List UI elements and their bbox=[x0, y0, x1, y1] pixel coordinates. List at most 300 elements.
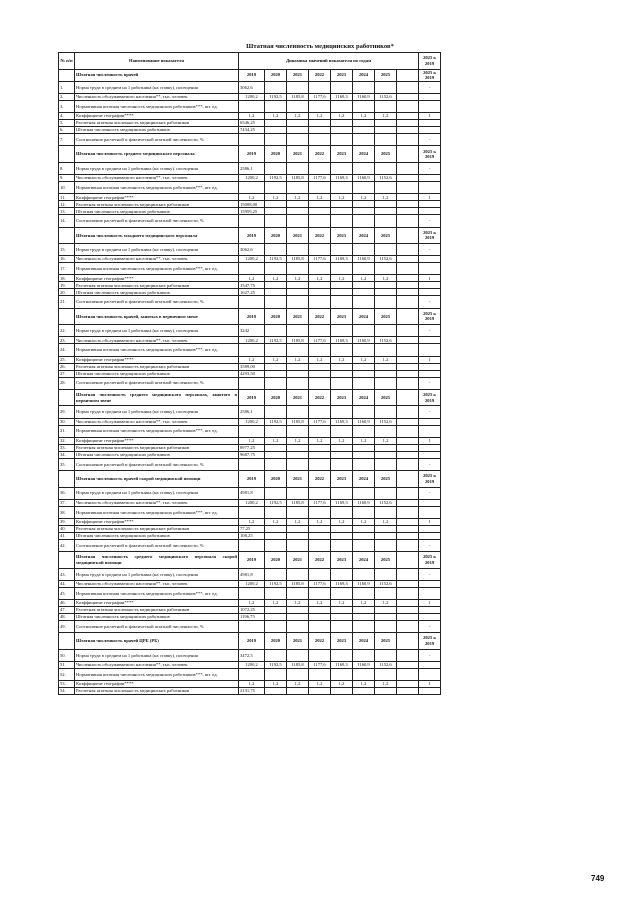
last-cell bbox=[419, 418, 441, 425]
empty-cell bbox=[309, 81, 331, 93]
empty-cell bbox=[309, 244, 331, 256]
year-cell: 2023 bbox=[331, 227, 353, 244]
table-row bbox=[59, 289, 441, 296]
value-cell: 1,2 bbox=[287, 113, 309, 120]
value-cell: 1,2 bbox=[287, 275, 309, 282]
value-cell: 1547,75 bbox=[239, 282, 265, 289]
indicator-name: Норма труда в среднем на 1 работника (на ставку), посещения bbox=[75, 81, 239, 93]
empty-cell bbox=[375, 134, 397, 146]
last-cell bbox=[419, 263, 441, 275]
value-cell: 1,2 bbox=[287, 518, 309, 525]
empty-cell bbox=[353, 344, 375, 356]
row-num-cell: 17. bbox=[59, 263, 75, 275]
value-cell: 1185,8 bbox=[287, 662, 309, 669]
row-num-cell: 30. bbox=[59, 418, 75, 425]
last-cell bbox=[419, 662, 441, 669]
empty-cell bbox=[265, 182, 287, 194]
value-cell: 1,2 bbox=[375, 600, 397, 607]
value-cell: 1192,5 bbox=[265, 175, 287, 182]
year-cell: 2021 bbox=[287, 308, 309, 325]
value-cell: 1192,5 bbox=[265, 662, 287, 669]
empty-cell bbox=[309, 134, 331, 146]
last-cell: 2025 к 2019 bbox=[419, 552, 441, 569]
value-cell: 9687,75 bbox=[239, 451, 265, 458]
year-cell: 2024 bbox=[353, 470, 375, 487]
last-cell: 2025 к 2019 bbox=[419, 227, 441, 244]
empty-cell bbox=[309, 587, 331, 599]
table-row bbox=[59, 669, 441, 681]
empty-cell bbox=[309, 506, 331, 518]
empty-cell bbox=[331, 282, 353, 289]
table-row bbox=[59, 568, 441, 580]
empty-cell bbox=[375, 208, 397, 215]
empty-cell bbox=[309, 669, 331, 681]
table-row bbox=[59, 256, 441, 263]
value-cell: 1200,2 bbox=[239, 580, 265, 587]
section-title: Штатная численность младшего медицинского персонала bbox=[75, 227, 239, 244]
value-cell: 1,2 bbox=[265, 600, 287, 607]
indicator-name: Коэффициент географии**** bbox=[75, 113, 239, 120]
year-cell: 2021 bbox=[287, 552, 309, 569]
indicator-name: Расчетная штатная численность медицинских работников bbox=[75, 525, 239, 532]
year-cell: 2023 bbox=[331, 69, 353, 81]
empty-cell bbox=[287, 568, 309, 580]
indicator-name: Нормативная штатная численность медицинских работников***, шт. ед. bbox=[75, 182, 239, 194]
row-num-cell: 4. bbox=[59, 113, 75, 120]
value-cell: 2586,1 bbox=[239, 406, 265, 418]
last-cell bbox=[419, 587, 441, 599]
value-cell: 1200,2 bbox=[239, 418, 265, 425]
empty-cell bbox=[397, 93, 419, 100]
last-cell bbox=[419, 289, 441, 296]
empty-cell bbox=[309, 688, 331, 695]
empty-cell bbox=[375, 363, 397, 370]
table-row bbox=[59, 263, 441, 275]
last-cell: - bbox=[419, 296, 441, 308]
empty-cell bbox=[375, 296, 397, 308]
year-cell: 2025 bbox=[375, 470, 397, 487]
empty-cell bbox=[353, 458, 375, 470]
empty-cell bbox=[397, 451, 419, 458]
empty-cell bbox=[287, 458, 309, 470]
row-num-cell: 40. bbox=[59, 525, 75, 532]
indicator-name: Расчетная штатная численность медицинских работников bbox=[75, 688, 239, 695]
value-cell: 1,2 bbox=[353, 518, 375, 525]
empty-cell bbox=[309, 344, 331, 356]
row-num-cell: 49. bbox=[59, 621, 75, 633]
empty-cell bbox=[331, 208, 353, 215]
last-cell bbox=[419, 607, 441, 614]
value-cell: 7434,25 bbox=[239, 127, 265, 134]
row-num-cell: 29. bbox=[59, 406, 75, 418]
value-cell: 1200,2 bbox=[239, 175, 265, 182]
empty-cell bbox=[265, 425, 287, 437]
table-row bbox=[59, 363, 441, 370]
value-cell: 1,2 bbox=[239, 356, 265, 363]
value-cell bbox=[239, 669, 265, 681]
empty-cell bbox=[353, 363, 375, 370]
year-cell: 2020 bbox=[265, 308, 287, 325]
last-cell: 1 bbox=[419, 113, 441, 120]
last-cell bbox=[419, 344, 441, 356]
row-num-cell: 31. bbox=[59, 425, 75, 437]
last-cell: 2025 к 2019 bbox=[419, 633, 441, 650]
empty-cell bbox=[287, 182, 309, 194]
value-cell: 1,2 bbox=[353, 437, 375, 444]
empty-cell bbox=[397, 227, 419, 244]
last-cell bbox=[419, 532, 441, 539]
empty-cell bbox=[397, 614, 419, 621]
section-title: Штатная численность врачей, занятых в первичном звене bbox=[75, 308, 239, 325]
empty-cell bbox=[397, 580, 419, 587]
empty-cell bbox=[331, 162, 353, 174]
table-row bbox=[59, 437, 441, 444]
empty-cell bbox=[375, 669, 397, 681]
indicator-name: Норма труда в среднем на 1 работника (на ставку), посещения bbox=[75, 568, 239, 580]
empty-cell bbox=[287, 81, 309, 93]
empty-cell bbox=[375, 100, 397, 112]
empty-cell bbox=[287, 325, 309, 337]
empty-cell bbox=[309, 363, 331, 370]
empty-cell bbox=[331, 649, 353, 661]
indicator-name: Соотношение расчетной и фактической штатной численности, % bbox=[75, 134, 239, 146]
table-row bbox=[59, 120, 441, 127]
table-row bbox=[59, 162, 441, 174]
value-cell: 1152,6 bbox=[375, 256, 397, 263]
year-cell: 2023 bbox=[331, 470, 353, 487]
value-cell: 1,2 bbox=[331, 437, 353, 444]
empty-cell bbox=[265, 263, 287, 275]
last-cell: - bbox=[419, 81, 441, 93]
row-num-cell: 14. bbox=[59, 215, 75, 227]
empty-cell bbox=[265, 377, 287, 389]
indicator-name: Соотношение расчетной и фактической штатной численности, % bbox=[75, 458, 239, 470]
value-cell: 6546,25 bbox=[239, 120, 265, 127]
empty-cell bbox=[309, 487, 331, 499]
empty-cell bbox=[353, 370, 375, 377]
year-cell: 2020 bbox=[265, 470, 287, 487]
last-cell: - bbox=[419, 649, 441, 661]
empty-cell bbox=[397, 444, 419, 451]
last-cell bbox=[419, 451, 441, 458]
table-row bbox=[59, 337, 441, 344]
value-cell: 1192,5 bbox=[265, 337, 287, 344]
value-cell bbox=[239, 100, 265, 112]
empty-cell bbox=[265, 568, 287, 580]
year-cell: 2019 bbox=[239, 552, 265, 569]
value-cell bbox=[239, 621, 265, 633]
empty-cell bbox=[397, 208, 419, 215]
indicator-name: Штатная численность медицинских работников bbox=[75, 532, 239, 539]
empty-cell bbox=[375, 81, 397, 93]
last-cell bbox=[419, 580, 441, 587]
empty-cell bbox=[309, 120, 331, 127]
row-num-cell bbox=[59, 146, 75, 163]
year-cell: 2025 bbox=[375, 69, 397, 81]
empty-cell bbox=[375, 649, 397, 661]
indicator-name: Штатная численность медицинских работников bbox=[75, 370, 239, 377]
empty-cell bbox=[375, 425, 397, 437]
year-cell: 2019 bbox=[239, 389, 265, 406]
empty-cell bbox=[265, 587, 287, 599]
empty-cell bbox=[287, 607, 309, 614]
empty-cell bbox=[353, 289, 375, 296]
empty-cell bbox=[375, 406, 397, 418]
value-cell: 1,2 bbox=[375, 275, 397, 282]
value-cell: 1169,3 bbox=[331, 337, 353, 344]
empty-cell bbox=[397, 607, 419, 614]
empty-cell bbox=[375, 458, 397, 470]
empty-cell bbox=[309, 444, 331, 451]
empty-cell bbox=[265, 296, 287, 308]
value-cell: 1,2 bbox=[239, 600, 265, 607]
indicator-name: Нормативная штатная численность медицинских работников***, шт. ед. bbox=[75, 425, 239, 437]
empty-cell bbox=[265, 127, 287, 134]
value-cell: 1,2 bbox=[239, 113, 265, 120]
table-row bbox=[59, 175, 441, 182]
empty-cell bbox=[287, 244, 309, 256]
empty-cell bbox=[287, 539, 309, 551]
indicator-name: Штатная численность медицинских работников bbox=[75, 127, 239, 134]
value-cell: 1177,6 bbox=[309, 175, 331, 182]
value-cell: 2586,1 bbox=[239, 162, 265, 174]
value-cell: 1,2 bbox=[331, 275, 353, 282]
empty-cell bbox=[309, 215, 331, 227]
table-row bbox=[59, 275, 441, 282]
empty-cell bbox=[265, 444, 287, 451]
value-cell: 1177,6 bbox=[309, 93, 331, 100]
empty-cell bbox=[397, 418, 419, 425]
row-num-cell: 42. bbox=[59, 539, 75, 551]
indicator-name: Расчетная штатная численность медицинских работников bbox=[75, 363, 239, 370]
last-cell bbox=[419, 506, 441, 518]
empty-cell bbox=[309, 162, 331, 174]
table-row bbox=[59, 499, 441, 506]
empty-cell bbox=[265, 282, 287, 289]
empty-cell bbox=[353, 539, 375, 551]
indicator-name: Нормативная штатная численность медицинских работников***, шт. ед. bbox=[75, 506, 239, 518]
row-num-cell: 5. bbox=[59, 120, 75, 127]
value-cell bbox=[239, 539, 265, 551]
empty-cell bbox=[265, 134, 287, 146]
year-cell: 2019 bbox=[239, 470, 265, 487]
year-cell: 2023 bbox=[331, 552, 353, 569]
table-row bbox=[59, 194, 441, 201]
empty-cell bbox=[397, 437, 419, 444]
year-cell: 2025 bbox=[375, 227, 397, 244]
year-cell: 2025 bbox=[375, 146, 397, 163]
section-title: Штатная численность среднего медицинского персонала скорой медицинской помощи bbox=[75, 552, 239, 569]
value-cell: 3472,5 bbox=[239, 649, 265, 661]
empty-cell bbox=[331, 425, 353, 437]
value-cell: 1,2 bbox=[287, 194, 309, 201]
last-cell: 2025 к 2019 bbox=[419, 308, 441, 325]
value-cell: 3589,00 bbox=[239, 363, 265, 370]
empty-cell bbox=[287, 162, 309, 174]
value-cell: 1,2 bbox=[265, 194, 287, 201]
year-cell: 2024 bbox=[353, 69, 375, 81]
empty-cell bbox=[331, 215, 353, 227]
indicator-name: Штатная численность медицинских работников bbox=[75, 451, 239, 458]
empty-cell bbox=[353, 263, 375, 275]
empty-cell bbox=[353, 201, 375, 208]
value-cell: 1200,2 bbox=[239, 499, 265, 506]
empty-cell bbox=[309, 100, 331, 112]
indicator-name: Штатная численность медицинских работников bbox=[75, 614, 239, 621]
empty-cell bbox=[397, 127, 419, 134]
value-cell: 1160,9 bbox=[353, 662, 375, 669]
empty-cell bbox=[397, 296, 419, 308]
value-cell bbox=[239, 344, 265, 356]
empty-cell bbox=[397, 633, 419, 650]
section-title: Штатная численность врачей bbox=[75, 69, 239, 81]
value-cell: 4981,8 bbox=[239, 487, 265, 499]
last-cell bbox=[419, 175, 441, 182]
indicator-name: Норма труда в среднем на 1 работника (на ставку), посещения bbox=[75, 487, 239, 499]
empty-cell bbox=[287, 289, 309, 296]
table-row bbox=[59, 451, 441, 458]
value-cell: 1,2 bbox=[309, 600, 331, 607]
value-cell: 8977,25 bbox=[239, 444, 265, 451]
row-num-cell: 41. bbox=[59, 532, 75, 539]
last-cell bbox=[419, 282, 441, 289]
empty-cell bbox=[287, 100, 309, 112]
header-num: № п/п bbox=[59, 53, 75, 70]
value-cell: 1,2 bbox=[287, 681, 309, 688]
value-cell: 1160,9 bbox=[353, 256, 375, 263]
empty-cell bbox=[397, 377, 419, 389]
empty-cell bbox=[309, 182, 331, 194]
empty-cell bbox=[309, 458, 331, 470]
empty-cell bbox=[397, 363, 419, 370]
indicator-name: Расчетная штатная численность медицинских работников bbox=[75, 607, 239, 614]
empty-cell bbox=[287, 506, 309, 518]
empty-cell bbox=[331, 289, 353, 296]
year-cell: 2021 bbox=[287, 146, 309, 163]
empty-cell bbox=[397, 649, 419, 661]
value-cell: 1,2 bbox=[353, 194, 375, 201]
table-row bbox=[59, 418, 441, 425]
empty-cell bbox=[265, 506, 287, 518]
value-cell: 15959,25 bbox=[239, 208, 265, 215]
header-dynamics: Динамика значений показателя по годам bbox=[239, 53, 419, 70]
last-cell bbox=[419, 93, 441, 100]
empty-cell bbox=[397, 194, 419, 201]
row-num-cell: 10. bbox=[59, 182, 75, 194]
last-cell bbox=[419, 614, 441, 621]
empty-cell bbox=[375, 614, 397, 621]
table-row bbox=[59, 525, 441, 532]
empty-cell bbox=[375, 344, 397, 356]
last-cell bbox=[419, 120, 441, 127]
empty-cell bbox=[375, 370, 397, 377]
year-cell: 2022 bbox=[309, 470, 331, 487]
row-num-cell: 32. bbox=[59, 437, 75, 444]
value-cell: 3242 bbox=[239, 325, 265, 337]
empty-cell bbox=[397, 688, 419, 695]
empty-cell bbox=[375, 525, 397, 532]
table-row bbox=[59, 93, 441, 100]
row-num-cell bbox=[59, 389, 75, 406]
value-cell: 1,2 bbox=[309, 681, 331, 688]
last-cell: - bbox=[419, 406, 441, 418]
empty-cell bbox=[375, 532, 397, 539]
year-cell: 2020 bbox=[265, 227, 287, 244]
value-cell: 1,2 bbox=[353, 356, 375, 363]
indicator-name: Расчетная штатная численность медицинских работников bbox=[75, 444, 239, 451]
empty-cell bbox=[331, 127, 353, 134]
value-cell: 1,2 bbox=[265, 113, 287, 120]
empty-cell bbox=[331, 621, 353, 633]
last-cell bbox=[419, 182, 441, 194]
row-num-cell: 34. bbox=[59, 451, 75, 458]
year-cell: 2024 bbox=[353, 552, 375, 569]
empty-cell bbox=[375, 244, 397, 256]
value-cell: 1,2 bbox=[287, 600, 309, 607]
empty-cell bbox=[309, 649, 331, 661]
indicator-name: Норма труда в среднем на 1 работника (на ставку), посещения bbox=[75, 325, 239, 337]
year-cell: 2019 bbox=[239, 146, 265, 163]
empty-cell bbox=[287, 296, 309, 308]
table-row bbox=[59, 600, 441, 607]
empty-cell bbox=[397, 681, 419, 688]
table-row bbox=[59, 282, 441, 289]
row-num-cell: 27. bbox=[59, 370, 75, 377]
empty-cell bbox=[309, 282, 331, 289]
empty-cell bbox=[397, 175, 419, 182]
row-num-cell: 23. bbox=[59, 337, 75, 344]
empty-cell bbox=[287, 444, 309, 451]
row-num-cell: 26. bbox=[59, 363, 75, 370]
empty-cell bbox=[265, 162, 287, 174]
row-num-cell: 28. bbox=[59, 377, 75, 389]
year-cell: 2025 bbox=[375, 389, 397, 406]
empty-cell bbox=[397, 458, 419, 470]
empty-cell bbox=[397, 525, 419, 532]
empty-cell bbox=[265, 669, 287, 681]
value-cell: 1192,5 bbox=[265, 256, 287, 263]
empty-cell bbox=[397, 113, 419, 120]
row-num-cell: 35. bbox=[59, 458, 75, 470]
last-cell: - bbox=[419, 458, 441, 470]
section-header-row bbox=[59, 470, 441, 487]
table-row bbox=[59, 539, 441, 551]
row-num-cell bbox=[59, 552, 75, 569]
header-last: 2025 к 2019 bbox=[419, 53, 441, 70]
section-header-row bbox=[59, 227, 441, 244]
year-cell: 2022 bbox=[309, 146, 331, 163]
table-row bbox=[59, 244, 441, 256]
value-cell: 1,2 bbox=[353, 681, 375, 688]
value-cell: 1169,3 bbox=[331, 93, 353, 100]
value-cell: 1160,9 bbox=[353, 337, 375, 344]
value-cell bbox=[239, 182, 265, 194]
empty-cell bbox=[331, 377, 353, 389]
row-num-cell: 20. bbox=[59, 289, 75, 296]
last-cell: 2025 к 2019 bbox=[419, 389, 441, 406]
last-cell bbox=[419, 127, 441, 134]
empty-cell bbox=[265, 525, 287, 532]
empty-cell bbox=[397, 470, 419, 487]
indicator-name: Численность обслуживаемого населения**, тыс. человек bbox=[75, 418, 239, 425]
last-cell: 1 bbox=[419, 275, 441, 282]
row-num-cell: 7. bbox=[59, 134, 75, 146]
row-num-cell: 19. bbox=[59, 282, 75, 289]
year-cell: 2023 bbox=[331, 308, 353, 325]
empty-cell bbox=[309, 614, 331, 621]
table-row bbox=[59, 621, 441, 633]
empty-cell bbox=[397, 539, 419, 551]
